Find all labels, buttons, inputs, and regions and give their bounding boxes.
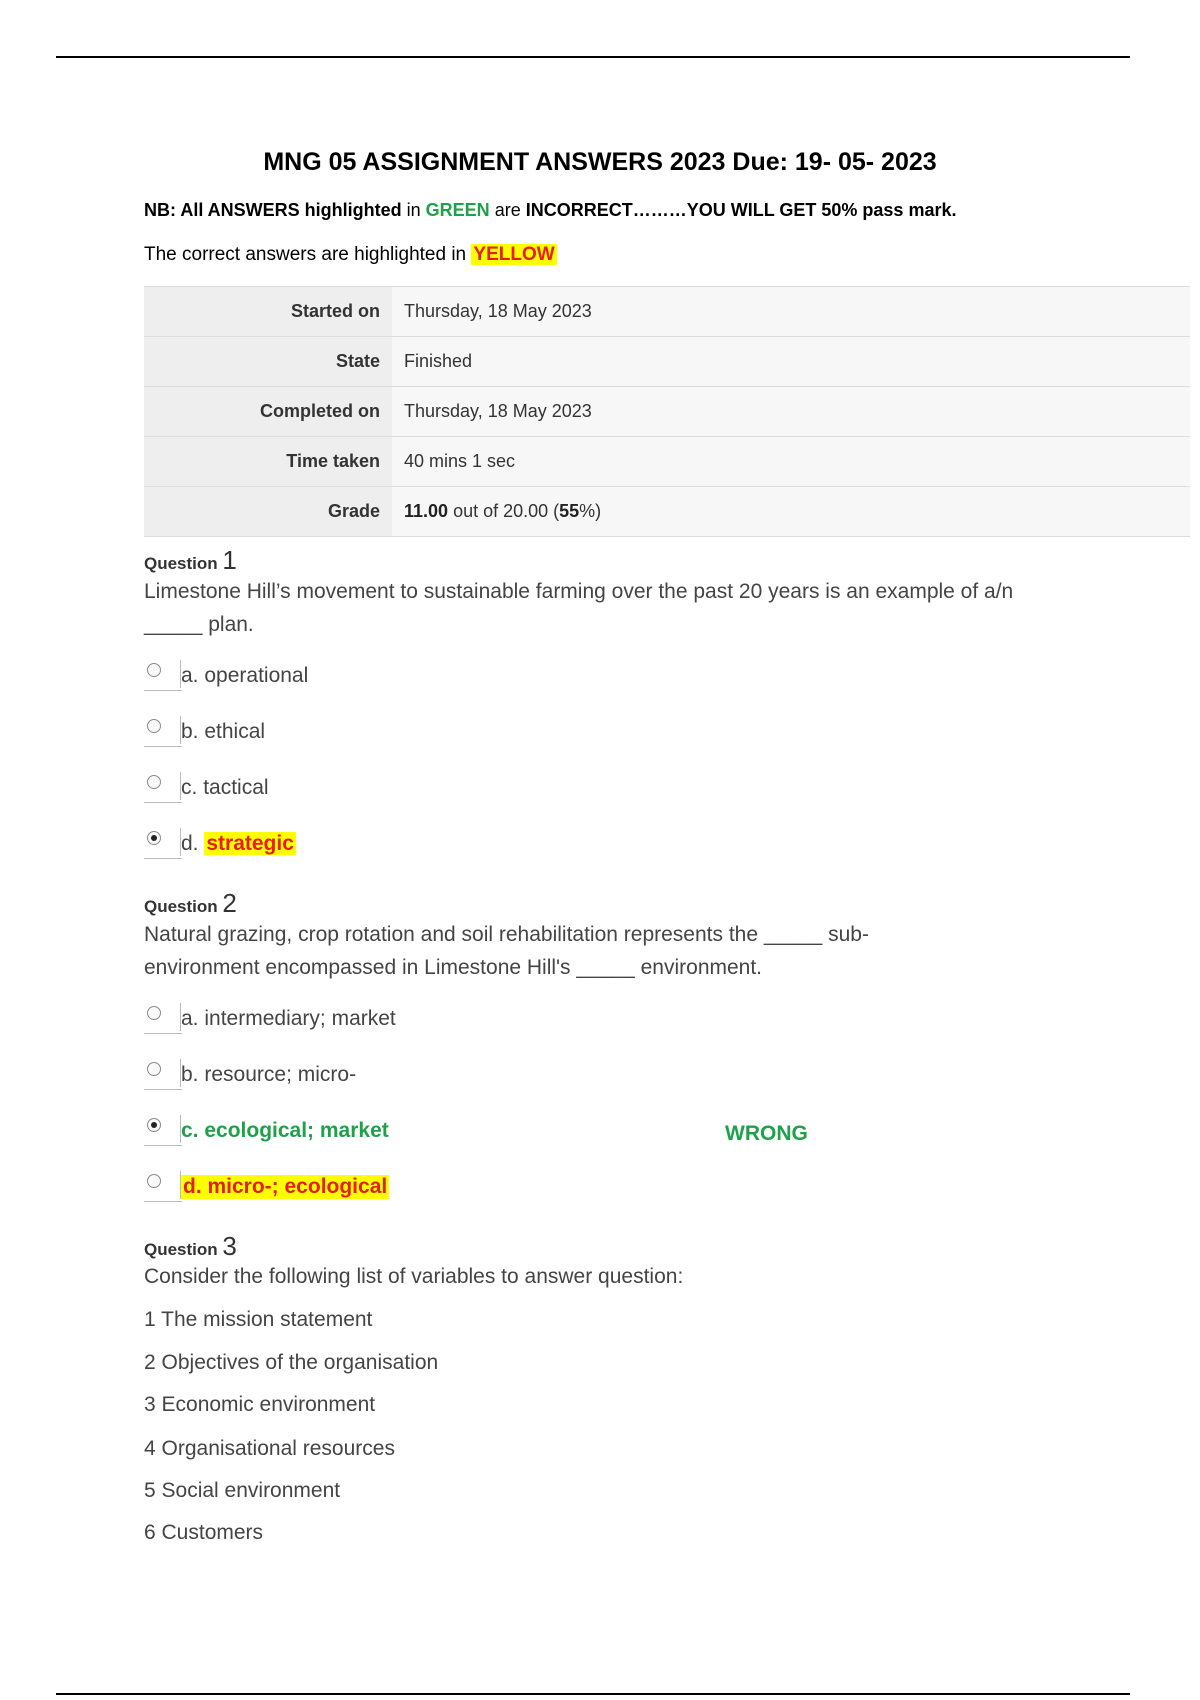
option-label bbox=[181, 720, 265, 744]
grade-end: %) bbox=[579, 501, 602, 521]
q1-option-c[interactable] bbox=[144, 772, 1144, 806]
q2-option-c[interactable] bbox=[144, 1115, 1144, 1149]
option-letter: c. bbox=[181, 776, 198, 799]
option-letter: a. bbox=[181, 1007, 199, 1030]
grade-percent: 55 bbox=[559, 501, 580, 521]
q1-option-d[interactable] bbox=[144, 828, 1144, 862]
question-label: Question bbox=[144, 1240, 218, 1259]
nb-green-word: GREEN bbox=[425, 200, 490, 220]
wrong-tag: WRONG bbox=[725, 1122, 808, 1145]
list-item: 5 Social environment bbox=[144, 1479, 341, 1502]
list-item: 2 Objectives of the organisation bbox=[144, 1351, 439, 1374]
summary-row bbox=[144, 437, 1190, 487]
option-label bbox=[181, 776, 269, 800]
summary-label: State bbox=[144, 337, 392, 387]
note-text: The correct answers are highlighted in bbox=[144, 244, 472, 265]
summary-value: Thursday, 18 May 2023 bbox=[392, 387, 1190, 437]
question-number: 1 bbox=[222, 545, 237, 575]
summary-row bbox=[144, 287, 1190, 337]
list-item: 3 Economic environment bbox=[144, 1393, 376, 1416]
option-label bbox=[181, 664, 308, 688]
summary-value: 40 mins 1 sec bbox=[392, 437, 1190, 487]
question-2-text: Natural grazing, crop rotation and soil rehabilitation represents the _____ sub-environment encompassed in Limestone Hill's _____ environment. bbox=[144, 923, 869, 979]
divider bbox=[144, 1089, 182, 1090]
radio-button[interactable] bbox=[147, 1062, 161, 1076]
question-1-heading bbox=[144, 545, 237, 576]
divider bbox=[144, 746, 182, 747]
bottom-rule bbox=[56, 1693, 1130, 1695]
q1-option-a[interactable] bbox=[144, 660, 1144, 694]
summary-label: Grade bbox=[144, 487, 392, 537]
option-text: resource; micro- bbox=[204, 1063, 357, 1086]
option-label bbox=[181, 1063, 356, 1087]
option-letter: a. bbox=[181, 664, 199, 687]
option-label bbox=[181, 832, 296, 856]
nb-part3: are bbox=[489, 200, 526, 220]
question-2-heading bbox=[144, 888, 237, 919]
option-text: ethical bbox=[204, 720, 266, 743]
option-text: operational bbox=[204, 664, 309, 687]
q2-option-b[interactable] bbox=[144, 1059, 1144, 1093]
radio-button[interactable] bbox=[147, 1174, 161, 1188]
summary-label: Completed on bbox=[144, 387, 392, 437]
summary-label: Time taken bbox=[144, 437, 392, 487]
question-label: Question bbox=[144, 897, 218, 916]
nb-part1: NB: All ANSWERS highlighted bbox=[144, 200, 402, 220]
radio-button[interactable] bbox=[147, 775, 161, 789]
question-1-text: Limestone Hill’s movement to sustainable farming over the past 20 years is an example of a/n _____ plan. bbox=[144, 580, 1014, 636]
note-yellow-word: YELLOW bbox=[473, 244, 555, 265]
grade-value bbox=[392, 487, 1190, 537]
divider bbox=[144, 1145, 182, 1146]
list-item: 6 Customers bbox=[144, 1521, 264, 1544]
radio-button[interactable] bbox=[147, 1006, 161, 1020]
attempt-summary-table bbox=[144, 286, 1190, 537]
summary-value: Finished bbox=[392, 337, 1190, 387]
option-letter: b. bbox=[181, 720, 199, 743]
radio-button-selected[interactable] bbox=[147, 831, 161, 845]
summary-row bbox=[144, 337, 1190, 387]
summary-label: Started on bbox=[144, 287, 392, 337]
question-3-text: Consider the following list of variables to answer question: bbox=[144, 1265, 684, 1288]
q1-option-b[interactable] bbox=[144, 716, 1144, 750]
summary-row bbox=[144, 387, 1190, 437]
nb-part2: in bbox=[401, 200, 426, 220]
radio-button-selected[interactable] bbox=[147, 1118, 161, 1132]
question-number: 3 bbox=[222, 1231, 237, 1261]
divider bbox=[144, 690, 182, 691]
summary-value: Thursday, 18 May 2023 bbox=[392, 287, 1190, 337]
option-text: tactical bbox=[203, 776, 269, 799]
option-label bbox=[181, 1007, 396, 1031]
radio-button[interactable] bbox=[147, 719, 161, 733]
q2-option-a[interactable] bbox=[144, 1003, 1144, 1037]
nb-part4: INCORRECT………YOU WILL GET 50% pass mark. bbox=[525, 200, 957, 220]
option-text-correct: d. micro-; ecological bbox=[183, 1175, 388, 1198]
q2-option-d[interactable] bbox=[144, 1171, 1144, 1205]
divider bbox=[144, 858, 182, 859]
divider bbox=[144, 802, 182, 803]
question-number: 2 bbox=[222, 888, 237, 918]
grade-outof: out of 20.00 ( bbox=[448, 501, 560, 521]
option-letter: d. bbox=[181, 832, 199, 855]
divider bbox=[144, 1201, 182, 1202]
option-text-incorrect: c. ecological; market bbox=[181, 1119, 389, 1142]
question-label: Question bbox=[144, 554, 218, 573]
divider bbox=[144, 1033, 182, 1034]
radio-button[interactable] bbox=[147, 663, 161, 677]
list-item: 4 Organisational resources bbox=[144, 1437, 395, 1460]
correct-answers-note bbox=[144, 244, 557, 266]
list-item: 1 The mission statement bbox=[144, 1308, 373, 1331]
top-rule bbox=[56, 56, 1130, 58]
nb-note bbox=[144, 200, 956, 221]
option-text: intermediary; market bbox=[204, 1007, 396, 1030]
option-text-correct: strategic bbox=[206, 832, 294, 855]
document-title: MNG 05 ASSIGNMENT ANSWERS 2023 Due: 19- 05- 2023 bbox=[263, 148, 937, 176]
question-3-heading bbox=[144, 1231, 237, 1262]
summary-row bbox=[144, 487, 1190, 537]
option-letter: b. bbox=[181, 1063, 199, 1086]
grade-score: 11.00 bbox=[404, 501, 449, 521]
